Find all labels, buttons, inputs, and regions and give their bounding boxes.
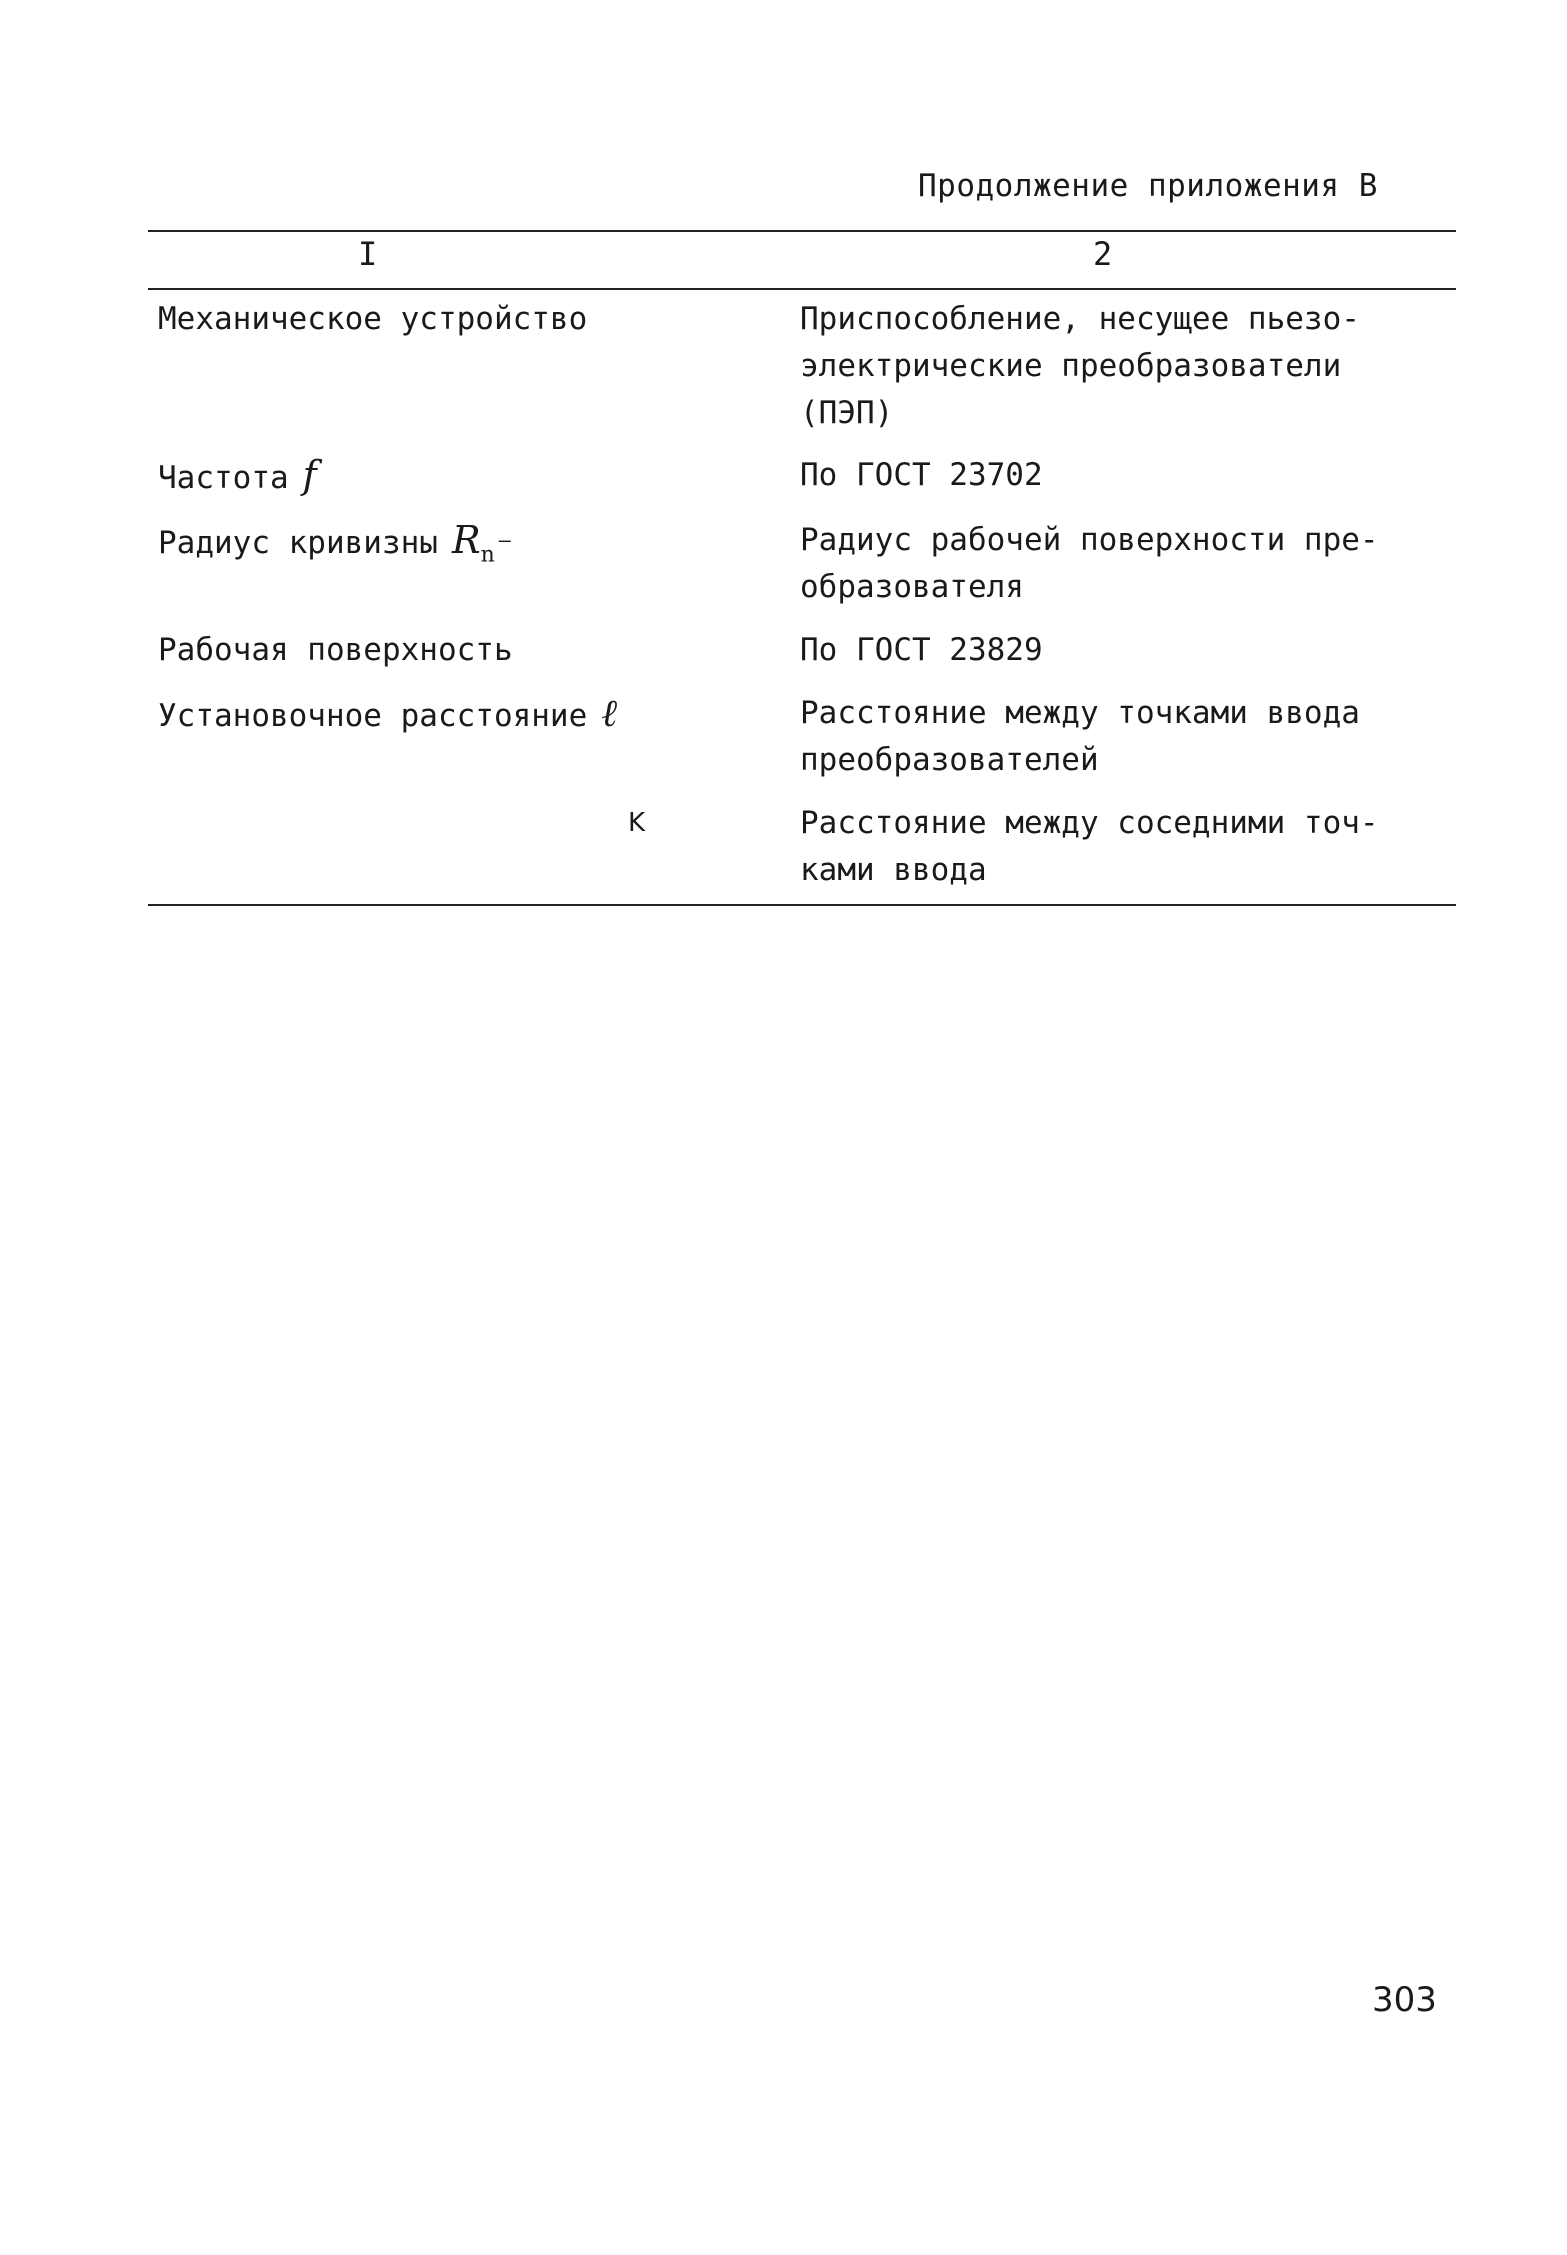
definition-line: электрические преобразователи: [800, 348, 1342, 384]
definition-cell: [800, 517, 1440, 611]
term-cell: [158, 452, 798, 502]
spacing-symbol: K: [628, 808, 646, 838]
radius-symbol: $R_n$: [451, 518, 495, 568]
term-cell: [158, 517, 798, 579]
definition-line: (ПЭП): [800, 395, 894, 431]
term-cell: [158, 296, 798, 343]
definition-line: образователя: [800, 569, 1024, 605]
symbol-dash: –: [498, 528, 511, 552]
table-header-rule: [148, 288, 1456, 290]
table-bottom-rule: [148, 904, 1456, 906]
term-text: Рабочая поверхность: [158, 632, 513, 668]
table-top-rule: [148, 230, 1456, 232]
term-cell: [158, 690, 798, 740]
distance-symbol: ℓ: [601, 691, 618, 735]
term-text: Установочное расстояние: [158, 698, 588, 734]
column-header-1: I: [358, 235, 378, 273]
definition-line: ками ввода: [800, 852, 987, 888]
definition-line: Приспособление, несущее пьезо-: [800, 301, 1360, 337]
definition-line: По ГОСТ 23702: [800, 457, 1043, 493]
term-text: Механическое устройство: [158, 301, 588, 337]
definition-line: По ГОСТ 23829: [800, 632, 1043, 668]
definition-cell: [800, 452, 1440, 499]
frequency-symbol: f: [302, 453, 317, 497]
definition-line: Расстояние между точками ввода: [800, 695, 1360, 731]
term-text: Радиус кривизны: [158, 525, 438, 561]
page-number: 303: [1372, 1980, 1437, 2020]
continuation-heading: Продолжение приложения В: [918, 168, 1378, 204]
definition-cell: [800, 800, 1440, 894]
definition-line: Расстояние между соседними точ-: [800, 805, 1379, 841]
definition-cell: [800, 296, 1440, 437]
term-cell: [158, 627, 798, 674]
definition-line: преобразователей: [800, 742, 1099, 778]
definition-cell: [800, 690, 1440, 784]
definition-cell: [800, 627, 1440, 674]
definition-line: Радиус рабочей поверхности пре-: [800, 522, 1379, 558]
column-header-2: 2: [1093, 235, 1113, 273]
term-text: Частота: [158, 460, 289, 496]
